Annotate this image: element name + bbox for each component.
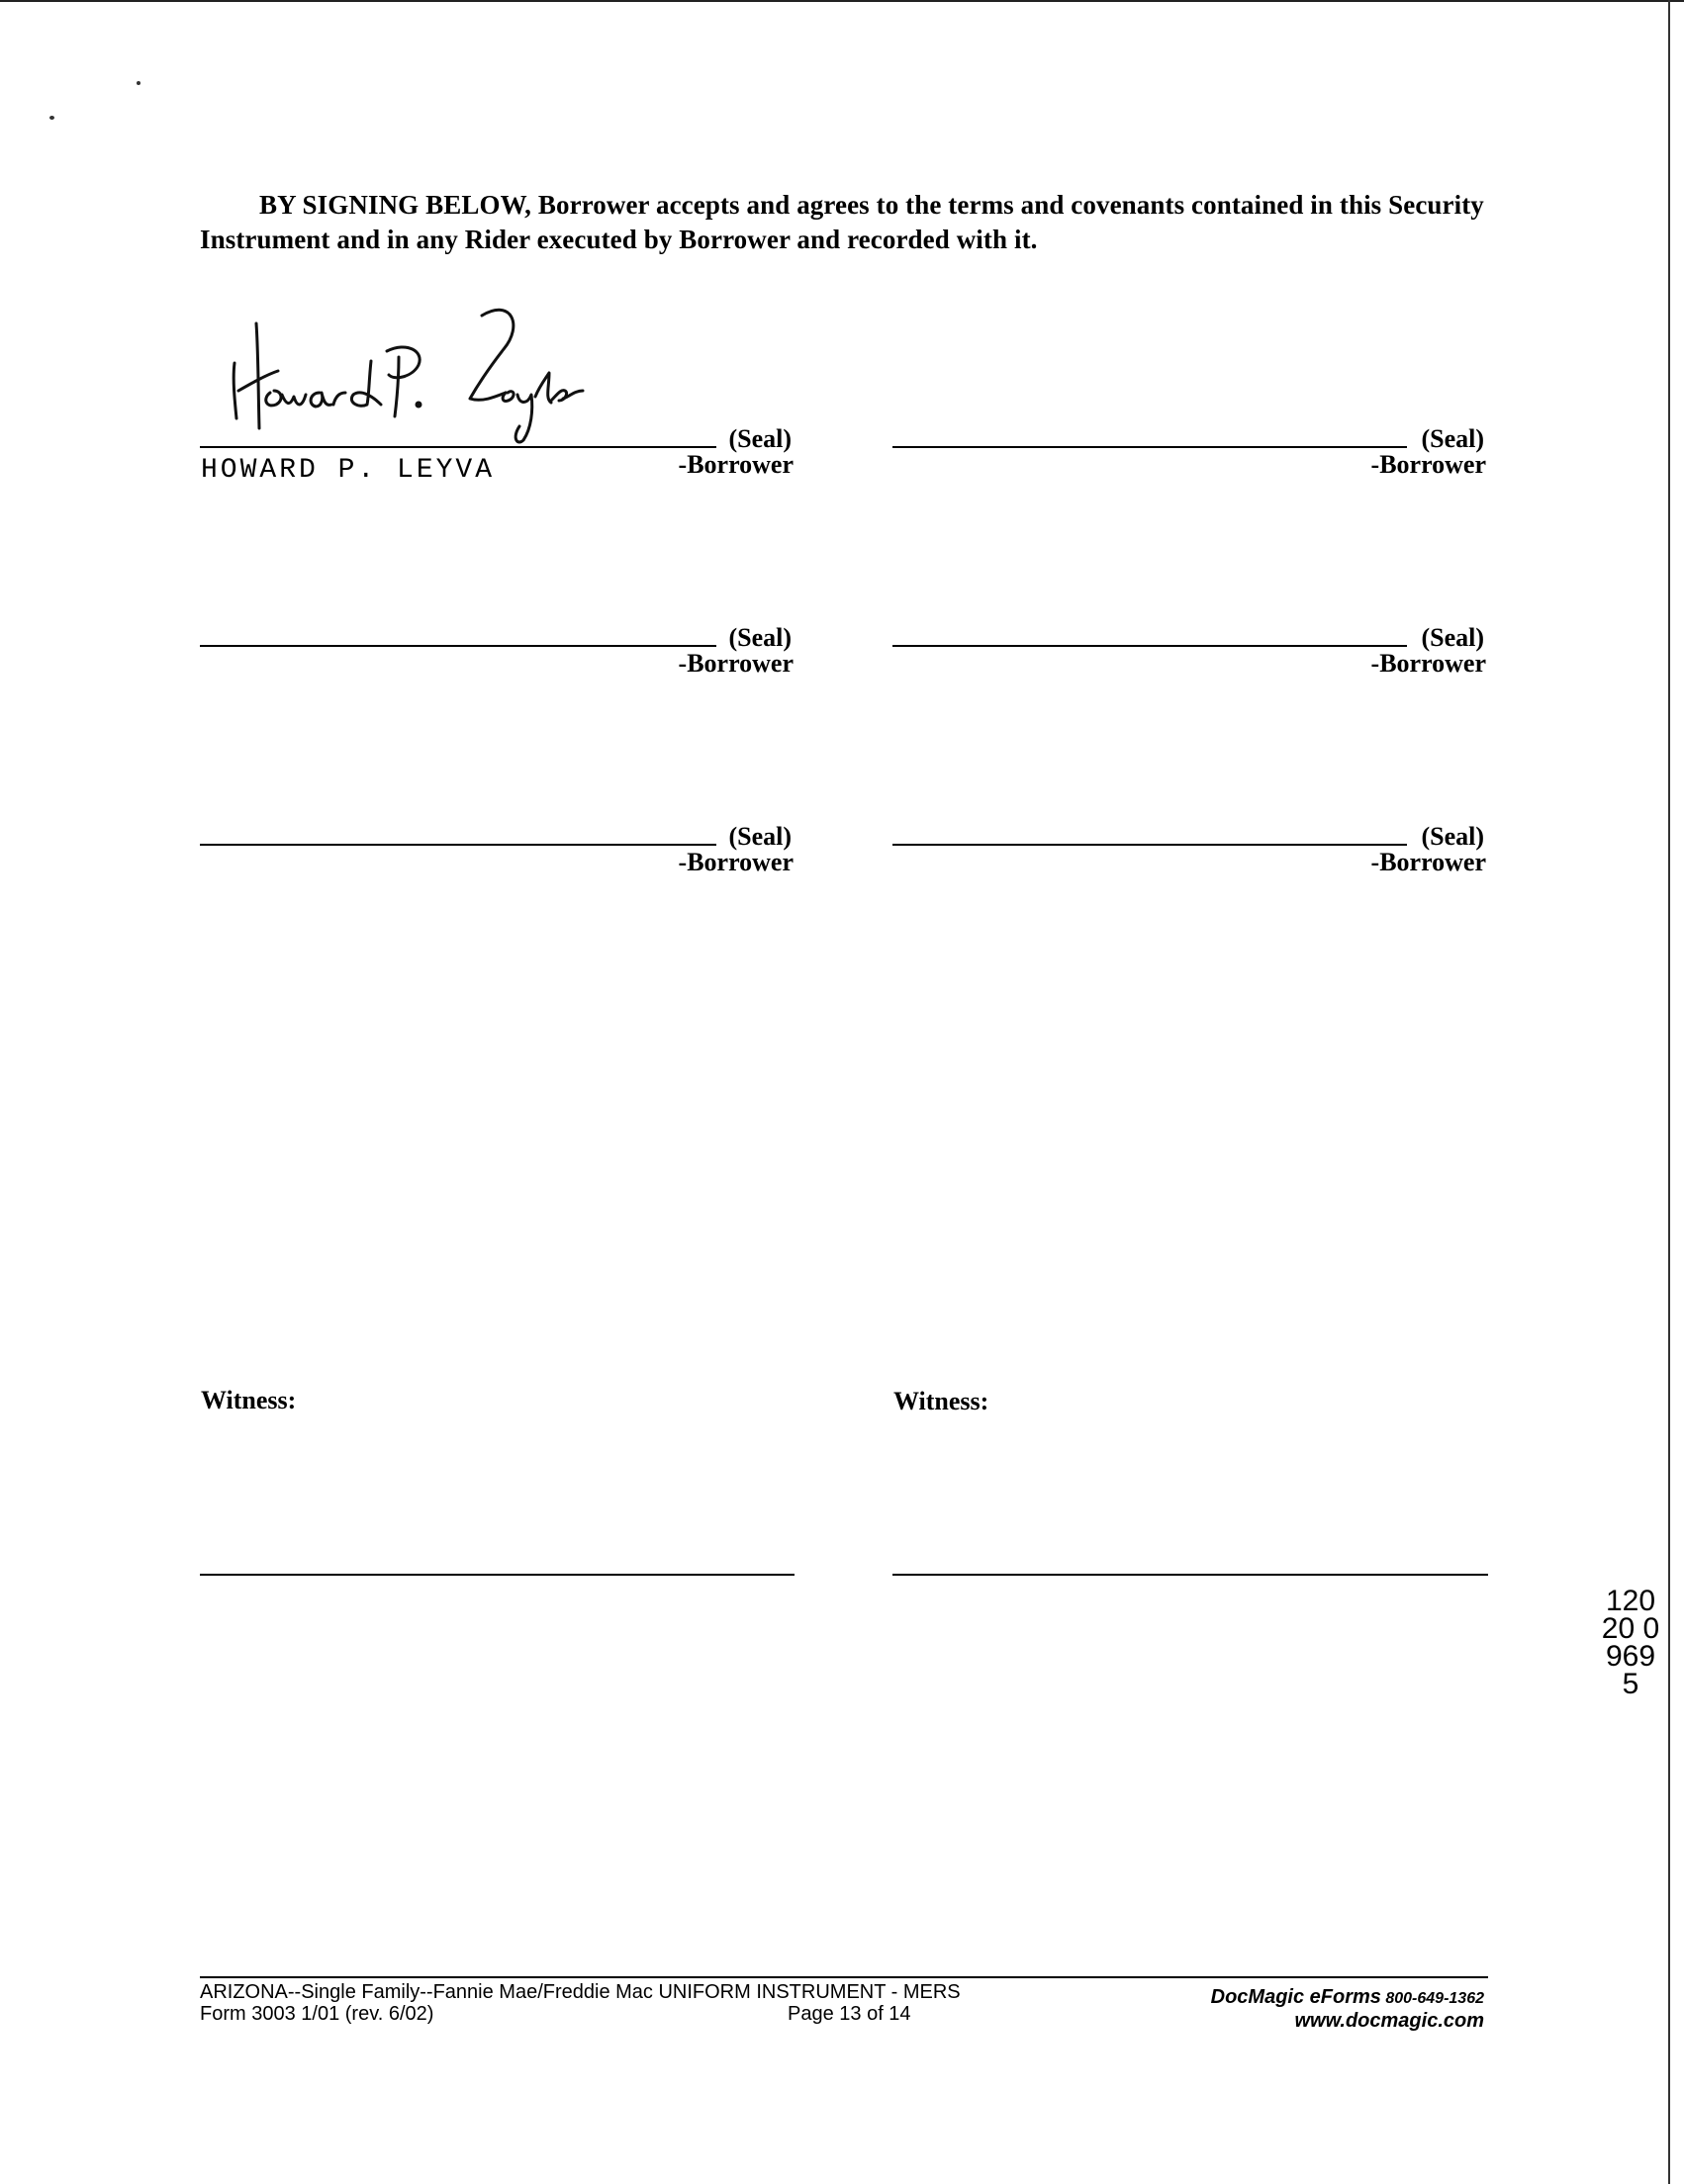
witness-signature-line[interactable]: [892, 1574, 1488, 1576]
signature-line[interactable]: [892, 446, 1407, 448]
seal-label: (Seal): [1421, 424, 1484, 453]
agreement-statement: [200, 188, 1486, 257]
footer-publisher: [1088, 1986, 1484, 2032]
borrower-label: -Borrower: [1370, 450, 1486, 479]
borrower-label: -Borrower: [678, 450, 794, 479]
witness-signature-line[interactable]: [200, 1574, 795, 1576]
signature-line[interactable]: [892, 645, 1407, 647]
recording-number-stamp: 12020 09695: [1601, 1585, 1660, 1700]
footer-page-number: Page 13 of 14: [788, 2003, 911, 2025]
footer-form-number: Form 3003 1/01 (rev. 6/02): [200, 2003, 434, 2025]
signature-line[interactable]: [200, 844, 716, 846]
scan-speck: [49, 116, 54, 120]
seal-label: (Seal): [728, 424, 792, 453]
borrower-label: -Borrower: [678, 649, 794, 678]
seal-label: (Seal): [1421, 822, 1484, 851]
seal-label: (Seal): [1421, 623, 1484, 652]
publisher-phone: 800-649-1362: [1385, 1990, 1484, 2007]
seal-label: (Seal): [728, 623, 792, 652]
scan-speck: [137, 81, 140, 85]
publisher-brand: DocMagic eForms: [1210, 1986, 1381, 2008]
page-border-top: [0, 0, 1684, 2]
borrower-label: -Borrower: [1370, 848, 1486, 876]
witness-label-left: Witness:: [201, 1386, 297, 1414]
signature-line[interactable]: [200, 645, 716, 647]
borrower-typed-name: HOWARD P. LEYVA: [201, 455, 496, 486]
borrower-label: -Borrower: [678, 848, 794, 876]
agreement-text: BY SIGNING BELOW, Borrower accepts and agrees to the terms and covenants contained in this Security Instrument and in any Rider executed by Borrower and recorded with it.: [200, 190, 1484, 254]
borrower-label: -Borrower: [1370, 649, 1486, 678]
seal-label: (Seal): [728, 822, 792, 851]
signature-line[interactable]: [892, 844, 1407, 846]
publisher-website[interactable]: www.docmagic.com: [1294, 2010, 1484, 2032]
signature-line[interactable]: [200, 446, 716, 448]
borrower-signature: [223, 302, 589, 450]
footer-form-title: ARIZONA--Single Family--Fannie Mae/Freddie Mac UNIFORM INSTRUMENT - MERS: [200, 1981, 961, 2003]
witness-label-right: Witness:: [893, 1387, 989, 1415]
page-border-right: [1668, 0, 1670, 2184]
footer-rule: [200, 1976, 1488, 1978]
